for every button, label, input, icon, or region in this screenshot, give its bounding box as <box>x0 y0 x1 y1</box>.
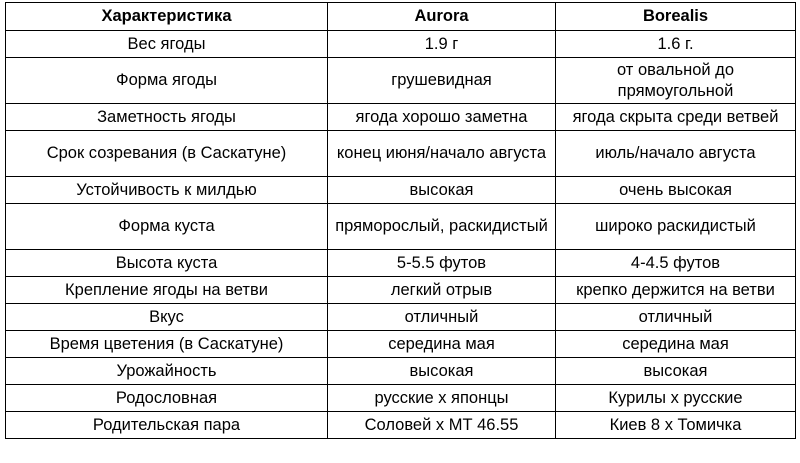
row-label: Устойчивость к милдью <box>6 177 328 204</box>
row-label: Урожайность <box>6 358 328 385</box>
aurora-value: отличный <box>328 304 556 331</box>
aurora-value: высокая <box>328 177 556 204</box>
row-label: Крепление ягоды на ветви <box>6 277 328 304</box>
borealis-value: высокая <box>556 358 796 385</box>
row-label: Форма куста <box>6 204 328 250</box>
header-row <box>6 3 796 31</box>
aurora-value: ягода хорошо заметна <box>328 104 556 131</box>
borealis-value: очень высокая <box>556 177 796 204</box>
borealis-value: Курилы х русские <box>556 385 796 412</box>
table-row <box>6 250 796 277</box>
row-label: Родословная <box>6 385 328 412</box>
row-label: Время цветения (в Саскатуне) <box>6 331 328 358</box>
table-row <box>6 204 796 250</box>
header-borealis: Borealis <box>556 3 796 31</box>
row-label: Высота куста <box>6 250 328 277</box>
table-row <box>6 104 796 131</box>
aurora-value: 1.9 г <box>328 31 556 58</box>
borealis-value: отличный <box>556 304 796 331</box>
comparison-table <box>5 2 796 439</box>
table-row <box>6 31 796 58</box>
table-row <box>6 358 796 385</box>
aurora-value: конец июня/начало августа <box>328 131 556 177</box>
aurora-value: середина мая <box>328 331 556 358</box>
row-label: Вес ягоды <box>6 31 328 58</box>
aurora-value: русские х японцы <box>328 385 556 412</box>
table-row <box>6 131 796 177</box>
aurora-value: Соловей х МТ 46.55 <box>328 412 556 439</box>
table-row <box>6 412 796 439</box>
table-row <box>6 385 796 412</box>
row-label: Форма ягоды <box>6 58 328 104</box>
aurora-value: грушевидная <box>328 58 556 104</box>
borealis-value: Киев 8 х Томичка <box>556 412 796 439</box>
borealis-value: ягода скрыта среди ветвей <box>556 104 796 131</box>
table-row <box>6 331 796 358</box>
header-characteristic: Характеристика <box>6 3 328 31</box>
borealis-value: 1.6 г. <box>556 31 796 58</box>
table-row <box>6 304 796 331</box>
table-row <box>6 58 796 104</box>
row-label: Родительская пара <box>6 412 328 439</box>
borealis-value: июль/начало августа <box>556 131 796 177</box>
row-label: Вкус <box>6 304 328 331</box>
aurora-value: пряморослый, раскидистый <box>328 204 556 250</box>
table-row <box>6 277 796 304</box>
table-row <box>6 177 796 204</box>
row-label: Заметность ягоды <box>6 104 328 131</box>
aurora-value: легкий отрыв <box>328 277 556 304</box>
borealis-value: 4-4.5 футов <box>556 250 796 277</box>
borealis-value: широко раскидистый <box>556 204 796 250</box>
row-label: Срок созревания (в Саскатуне) <box>6 131 328 177</box>
borealis-value: от овальной до прямоугольной <box>556 58 796 104</box>
borealis-value: крепко держится на ветви <box>556 277 796 304</box>
aurora-value: 5-5.5 футов <box>328 250 556 277</box>
header-aurora: Aurora <box>328 3 556 31</box>
borealis-value: середина мая <box>556 331 796 358</box>
aurora-value: высокая <box>328 358 556 385</box>
